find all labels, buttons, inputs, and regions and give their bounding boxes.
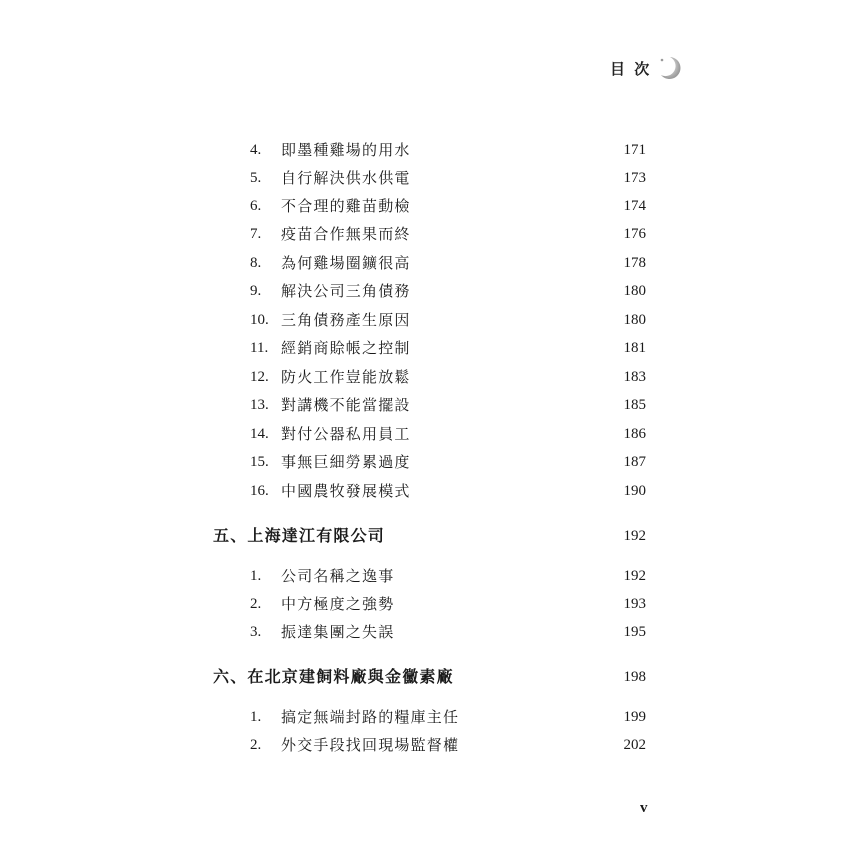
toc-entry [0,705,850,729]
page-header [610,55,683,81]
entry-number: 1. [250,568,262,584]
entry-number: 2. [250,737,262,753]
entry-title: 經銷商賒帳之控制 [281,339,411,357]
toc-entry [0,138,850,162]
entry-number: 1. [250,709,262,725]
entry-number: 7. [250,226,262,242]
toc-entry [0,336,850,360]
entry-page: 183 [623,369,646,385]
crescent-moon-icon [657,55,683,81]
section-page: 192 [623,528,646,544]
toc-entry [0,620,850,644]
entry-page: 195 [623,624,646,640]
entry-title: 事無巨細勞累過度 [281,453,411,471]
toc-entry [0,279,850,303]
entry-number: 4. [250,142,262,158]
entry-title: 不合理的雞苗動檢 [281,197,411,215]
entry-number: 6. [250,198,262,214]
entry-title: 防火工作豈能放鬆 [281,368,411,386]
entry-number: 2. [250,596,262,612]
entry-page: 199 [623,709,646,725]
toc-entry [0,592,850,616]
entry-title: 解決公司三角債務 [281,282,411,300]
entry-page: 190 [623,483,646,499]
entry-title: 為何雞場圈鑛很高 [281,254,411,272]
entry-page: 185 [623,397,646,413]
entry-title: 對付公器私用員工 [281,425,411,443]
entry-number: 5. [250,170,262,186]
entry-number: 8. [250,255,262,271]
entry-number: 12. [250,369,269,385]
entry-number: 14. [250,426,269,442]
entry-number: 11. [250,340,269,356]
toc-entry [0,479,850,503]
entry-title: 三角債務產生原因 [281,311,411,329]
entry-title: 自行解決供水供電 [281,169,411,187]
entry-title: 中國農牧發展模式 [281,482,411,500]
toc-entry [0,564,850,588]
entry-title: 疫苗合作無果而終 [281,225,411,243]
entry-page: 187 [623,454,646,470]
section-page: 198 [623,669,646,685]
entry-page: 178 [623,255,646,271]
entry-page: 180 [623,283,646,299]
entry-title: 中方極度之強勢 [281,595,395,613]
toc-entry [0,194,850,218]
section-heading [0,523,850,549]
entry-number: 16. [250,483,269,499]
toc-entry [0,422,850,446]
entry-page: 171 [623,142,646,158]
entry-page: 181 [623,340,646,356]
entry-title: 搞定無端封路的糧庫主任 [281,708,460,726]
entry-page: 193 [623,596,646,612]
entry-title: 對講機不能當擺設 [281,396,411,414]
entry-page: 192 [623,568,646,584]
section-heading [0,664,850,690]
toc-entry [0,308,850,332]
entry-page: 174 [623,198,646,214]
entry-number: 3. [250,624,262,640]
entry-page: 202 [623,737,646,753]
section-title: 六、在北京建飼料廠與金黴素廠 [213,667,454,686]
toc-entry [0,365,850,389]
entry-page: 173 [623,170,646,186]
entry-page: 186 [623,426,646,442]
entry-page: 176 [623,226,646,242]
entry-number: 10. [250,312,269,328]
entry-title: 振達集團之失誤 [281,623,395,641]
toc-entry [0,251,850,275]
toc-entry [0,222,850,246]
toc-entry [0,166,850,190]
entry-number: 13. [250,397,269,413]
toc-entry [0,450,850,474]
section-title: 五、上海達江有限公司 [213,526,386,545]
entry-number: 15. [250,454,269,470]
header-title: 目 次 [610,59,652,78]
entry-number: 9. [250,283,262,299]
toc-entry [0,733,850,757]
page-folio: v [640,800,648,816]
entry-title: 即墨種雞場的用水 [281,141,411,159]
entry-title: 公司名稱之逸事 [281,567,395,585]
toc-entry [0,393,850,417]
entry-page: 180 [623,312,646,328]
entry-title: 外交手段找回現場監督權 [281,736,460,754]
